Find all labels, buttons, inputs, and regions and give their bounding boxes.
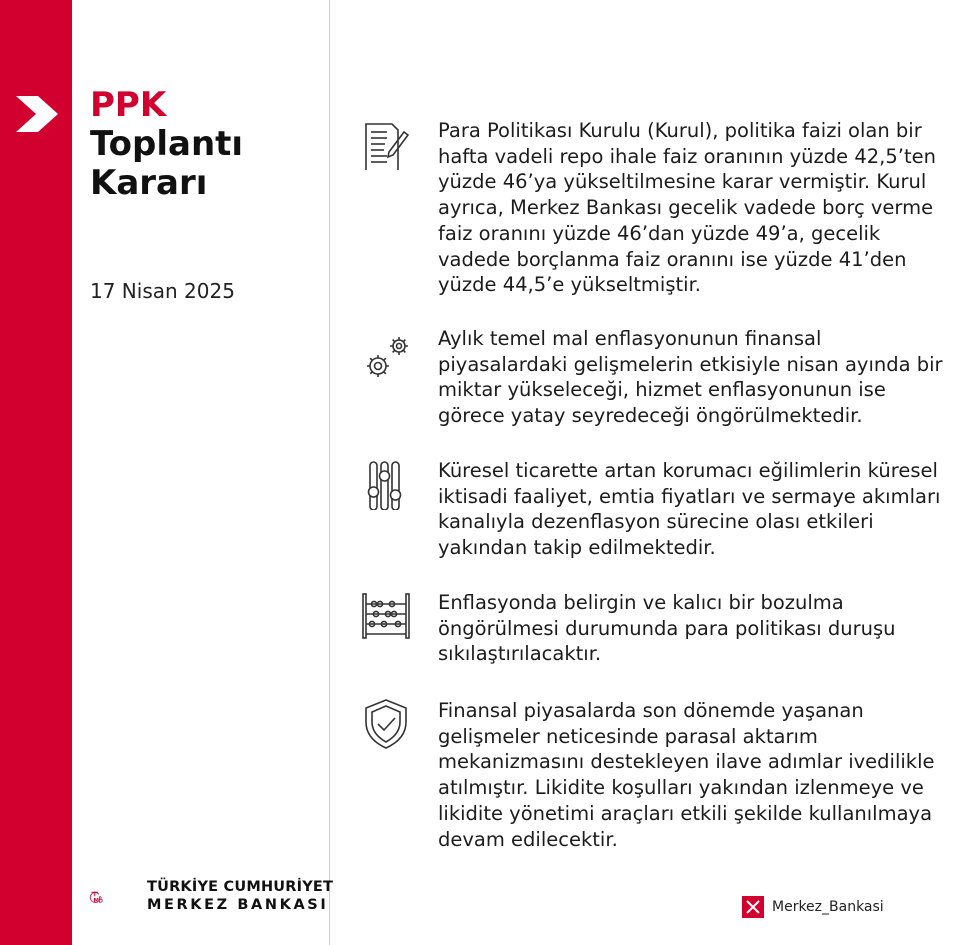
decision-text-4: Enflasyonda belirgin ve kalıcı bir bozulma öngörülmesi durumunda para politikası duruşu sıkılaştırılacaktır. [438,591,896,666]
title-line-2: Toplantı [90,124,244,164]
decision-text-1: Para Politikası Kurulu (Kurul), politika faizi olan bir hafta vadeli repo ihale faiz oranının yüzde 42,5’ten yüzde 46’ya yükseltilmesine karar vermiştir. Kurul ayrıca, Merkez Bankası gecelik vadede borç verme faiz oranını yüzde 46’dan yüzde 49’a, gecelik vadede borçlanma faiz oranını ise yüzde 41’den yüzde 44,5’e yükseltmiştir. [438,119,936,297]
shield-check-icon [360,698,412,750]
left-brand-bar [0,0,72,945]
bank-name [147,878,333,914]
title-line-3: Kararı [90,163,208,203]
chevron-right-icon [16,96,58,132]
meeting-date: 17 Nisan 2025 [90,279,235,303]
social-handle-text: Merkez_Bankasi [772,899,884,915]
title-ppk: PPK [90,85,167,125]
social-handle[interactable] [742,895,884,919]
gears-icon [360,326,412,378]
decision-text-2: Aylık temel mal enflasyonunun finansal piyasalardaki gelişmelerin etkisiyle nisan ayında bir miktar yükseleceği, hizmet enflasyonunun ise görece yatay seyredeceği öngörülmektedir. [438,327,943,428]
vertical-divider [329,0,330,945]
bank-name-line-1: TÜRKİYE CUMHURİYET [147,879,334,895]
x-logo-icon [742,896,764,918]
decision-text-3: Küresel ticarette artan korumacı eğilimlerin küresel iktisadi faaliyet, emtia fiyatları ve sermaye akımları kanalıyla dezenflasyon sürecine olası etkileri yakından takip edilmektedir. [438,459,941,560]
tcmb-logo-emblem [88,872,148,922]
svg-text:M: M [93,897,99,904]
abacus-icon [360,590,412,642]
decision-text-5: Finansal piyasalarda son dönemde yaşanan gelişmeler neticesinde parasal aktarım mekanizmasını destekleyen ilave adımlar ivedilikle atılmıştır. Likidite koşulları yakından izlenmeye ve likidite yönetimi araçları etkili şekilde kullanılmaya devam edilecektir. [438,699,935,851]
document-pen-icon [360,118,412,170]
page-title [90,86,243,203]
bank-name-line-2: MERKEZ BANKASI [147,897,329,913]
sliders-icon [360,458,412,510]
